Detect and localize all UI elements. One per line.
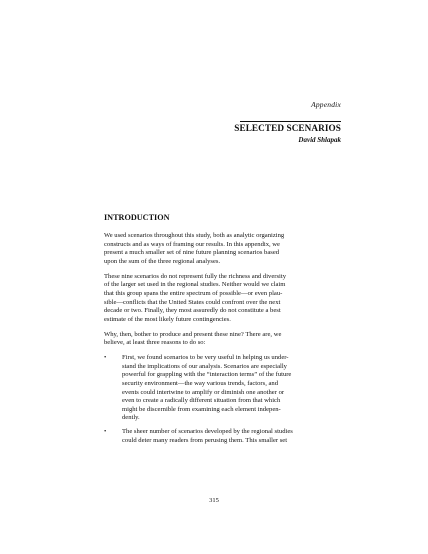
paragraph-line: upon the sum of the three regional analyses. bbox=[104, 257, 221, 265]
paragraph bbox=[104, 331, 342, 348]
bullet-line: powerful for grappling with the “interaction terms” of the future bbox=[122, 371, 292, 379]
appendix-label: Appendix bbox=[311, 100, 341, 109]
bullet-line: could deter many readers from perusing them. This smaller set bbox=[122, 436, 288, 444]
paragraph-line: We used scenarios throughout this study, both as analytic organizing bbox=[104, 232, 285, 239]
paragraph-line: believe, at least three reasons to do so: bbox=[104, 339, 206, 347]
header-rule bbox=[240, 121, 341, 122]
bullet-line: The sheer number of scenarios developed by the regional studies bbox=[122, 428, 293, 436]
bullet-line: stand the implications of our analysis. Scenarios are especially bbox=[122, 362, 287, 370]
bullet-mark: • bbox=[104, 428, 107, 436]
list-item bbox=[104, 428, 342, 445]
paragraph-line: constructs and as ways of framing our results. In this appendix, we bbox=[104, 240, 280, 248]
section-heading: INTRODUCTION bbox=[104, 213, 170, 222]
appendix-header bbox=[311, 100, 341, 110]
bullet-mark: • bbox=[104, 353, 107, 361]
paragraph-line: decade or two. Finally, they most assuredly do not constitute a best bbox=[104, 307, 281, 315]
bullet-line: even to create a radically different situation from that which bbox=[122, 397, 281, 405]
paragraph bbox=[104, 273, 342, 325]
paragraph-line: These nine scenarios do not represent fully the richness and diversity bbox=[104, 272, 287, 280]
chapter-title: SELECTED SCENARIOS bbox=[234, 123, 341, 133]
body-content bbox=[104, 213, 342, 450]
paragraph-line: sible—conflicts that the United States could confront over the next bbox=[104, 298, 281, 306]
bullet-line: events could intertwine to amplify or diminish one another or bbox=[122, 388, 285, 396]
paragraph-line: estimate of the most likely future contingencies. bbox=[104, 315, 231, 323]
page-number: 315 bbox=[209, 497, 219, 504]
bullet-line: security environment—the way various trends, factors, and bbox=[122, 379, 279, 387]
bullet-line: dently. bbox=[122, 414, 140, 422]
bullet-line: First, we found scenarios to be very useful in helping us under- bbox=[122, 353, 289, 361]
bullet-list bbox=[104, 354, 342, 446]
paragraph-line: Why, then, bother to produce and present these nine? There are, we bbox=[104, 330, 282, 338]
bullet-line: might be discernible from examining each element indepen- bbox=[122, 405, 281, 413]
paragraph-line: of the larger set used in the regional studies. Neither would we claim bbox=[104, 281, 286, 289]
list-item bbox=[104, 354, 342, 423]
author-name: David Shlapak bbox=[298, 136, 341, 144]
paragraph-line: that this group spans the entire spectrum of possible—or even plau- bbox=[104, 289, 283, 297]
paragraph bbox=[104, 232, 342, 267]
paragraph-line: present a much smaller set of nine future planning scenarios based bbox=[104, 249, 280, 257]
